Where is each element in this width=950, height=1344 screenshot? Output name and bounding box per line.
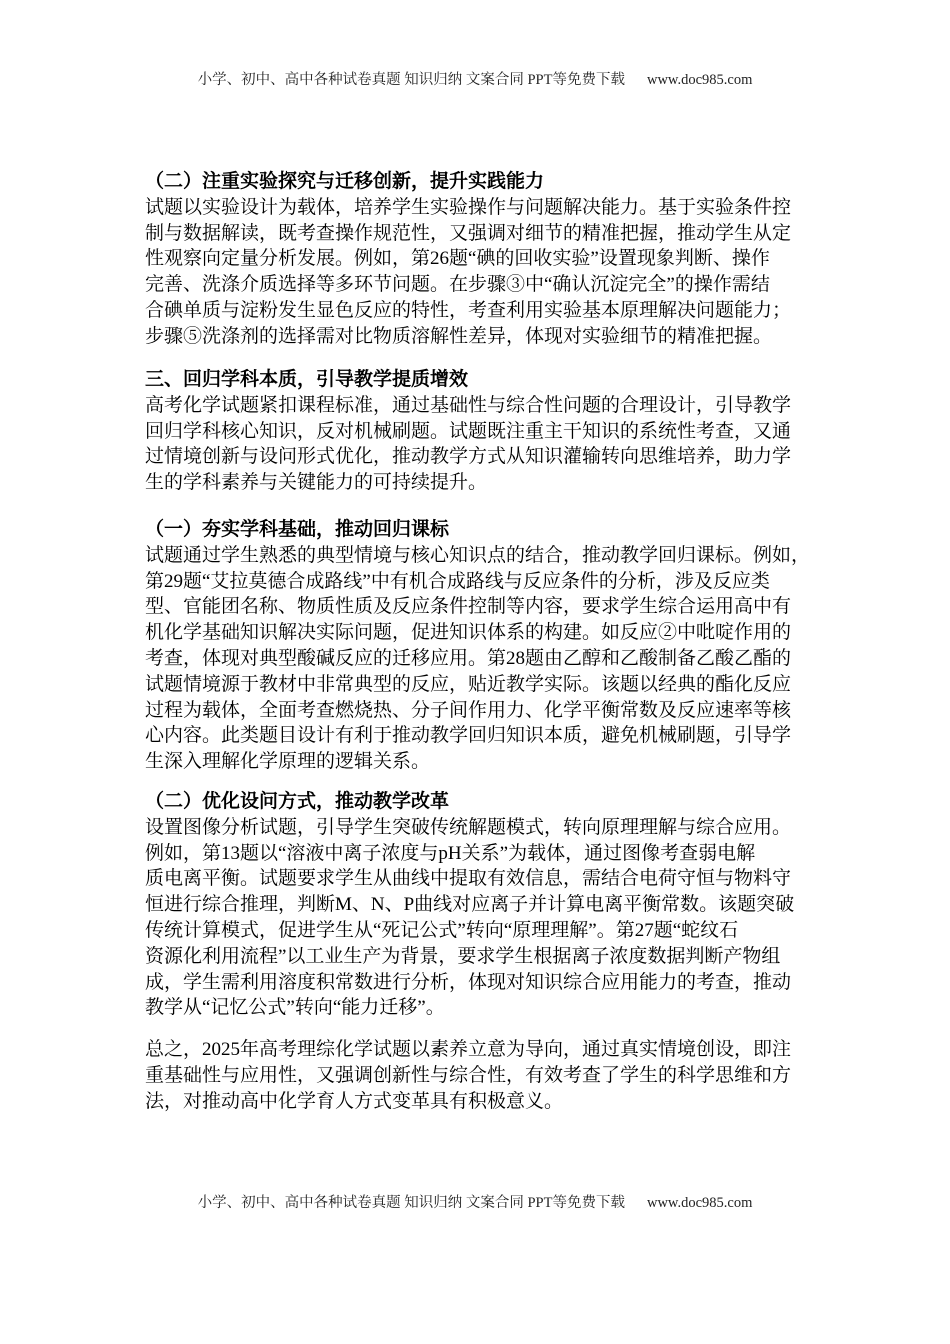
paragraph-line: 总之，2025年高考理综化学试题以素养立意为导向，通过真实情境创设，即注 <box>145 1039 792 1060</box>
header-text: 小学、初中、高中各种试卷真题 知识归纳 文案合同 PPT等免费下载 <box>197 72 625 88</box>
paragraph-line: 完善、洗涤介质选择等多环节问题。在步骤③中“确认沉淀完全”的操作需结 <box>145 274 770 296</box>
paragraph-line: 试题通过学生熟悉的典型情境与核心知识点的结合，推动教学回归课标。例如， <box>145 544 811 566</box>
paragraph-line: 试题以实验设计为载体，培养学生实验操作与问题解决能力。基于实验条件控 <box>145 196 792 218</box>
paragraph-line: 制与数据解读，既考查操作规范性，又强调对细节的精准把握，推动学生从定 <box>145 222 792 244</box>
section-return-to-essence <box>145 367 815 496</box>
paragraph-line: 重基础性与应用性，又强调创新性与综合性，有效考查了学生的科学思维和方 <box>145 1064 792 1086</box>
paragraph-line: 成，学生需利用溶度积常数进行分析，体现对知识综合应用能力的考查，推动 <box>145 971 792 993</box>
header-site-link[interactable]: www.doc985.com <box>646 72 753 88</box>
paragraph-line: 试题情境源于教材中非常典型的反应，贴近教学实际。该题以经典的酯化反应 <box>145 673 792 695</box>
paragraph-line: 恒进行综合推理，判断M、N、P曲线对应离子并计算电离平衡常数。该题突破 <box>145 894 795 916</box>
section-heading: （二）优化设问方式，推动教学改革 <box>145 791 450 812</box>
section-conclusion <box>145 1037 815 1114</box>
paragraph-line: 性观察向定量分析发展。例如，第26题“碘的回收实验”设置现象判断、操作 <box>145 248 770 270</box>
section-foundation <box>145 517 815 775</box>
paragraph-line: 教学从“记忆公式”转向“能力迁移”。 <box>145 997 445 1019</box>
section-heading: （一）夯实学科基础，推动回归课标 <box>145 519 450 540</box>
paragraph-line: 设置图像分析试题，引导学生突破传统解题模式，转向原理理解与综合应用。 <box>145 816 792 838</box>
footer-site-link[interactable]: www.doc985.com <box>646 1195 753 1211</box>
paragraph-line: 法，对推动高中化学育人方式变革具有积极意义。 <box>145 1090 564 1112</box>
page-header <box>0 68 950 89</box>
paragraph-line: 型、官能团名称、物质性质及反应条件控制等内容，要求学生综合运用高中有 <box>145 596 792 618</box>
paragraph-line: 合碘单质与淀粉发生显色反应的特性，考查利用实验基本原理解决问题能力； <box>145 299 792 321</box>
paragraph-line: 考查，体现对典型酸碱反应的迁移应用。第28题由乙醇和乙酸制备乙酸乙酯的 <box>145 647 792 669</box>
paragraph-line: 心内容。此类题目设计有利于推动教学回归知识本质，避免机械刷题，引导学 <box>145 725 792 747</box>
page-footer <box>0 1191 950 1212</box>
section-heading: （二）注重实验探究与迁移创新，提升实践能力 <box>145 171 545 192</box>
paragraph-line: 过情境创新与设问形式优化，推动教学方式从知识灌输转向思维培养，助力学 <box>145 446 792 468</box>
paragraph-line: 过程为载体，全面考查燃烧热、分子间作用力、化学平衡常数及反应速率等核 <box>145 699 792 721</box>
paragraph-line: 传统计算模式，促进学生从“死记公式”转向“原理理解”。第27题“蛇纹石 <box>145 919 739 941</box>
paragraph-line: 步骤⑤洗涤剂的选择需对比物质溶解性差异，体现对实验细节的精准把握。 <box>145 325 773 347</box>
section-question-design <box>145 789 815 1021</box>
paragraph-line: 质电离平衡。试题要求学生从曲线中提取有效信息，需结合电荷守恒与物料守 <box>145 868 792 890</box>
footer-text: 小学、初中、高中各种试卷真题 知识归纳 文案合同 PPT等免费下载 <box>197 1195 625 1211</box>
paragraph-line: 例如，第13题以“溶液中离子浓度与pH关系”为载体，通过图像考查弱电解 <box>145 842 756 864</box>
paragraph-line: 第29题“艾拉莫德合成路线”中有机合成路线与反应条件的分析，涉及反应类 <box>145 570 770 592</box>
section-experiment <box>145 169 815 350</box>
paragraph-line: 回归学科核心知识，反对机械刷题。试题既注重主干知识的系统性考查，又通 <box>145 420 792 442</box>
paragraph-line: 高考化学试题紧扣课程标准，通过基础性与综合性问题的合理设计，引导教学 <box>145 394 792 416</box>
paragraph-line: 机化学基础知识解决实际问题，促进知识体系的构建。如反应②中吡啶作用的 <box>145 622 792 644</box>
section-heading: 三、回归学科本质，引导教学提质增效 <box>145 369 469 390</box>
paragraph-line: 生深入理解化学原理的逻辑关系。 <box>145 751 431 773</box>
paragraph-line: 资源化利用流程”以工业生产为背景，要求学生根据离子浓度数据判断产物组 <box>145 945 781 967</box>
paragraph-line: 生的学科素养与关键能力的可持续提升。 <box>145 472 488 494</box>
